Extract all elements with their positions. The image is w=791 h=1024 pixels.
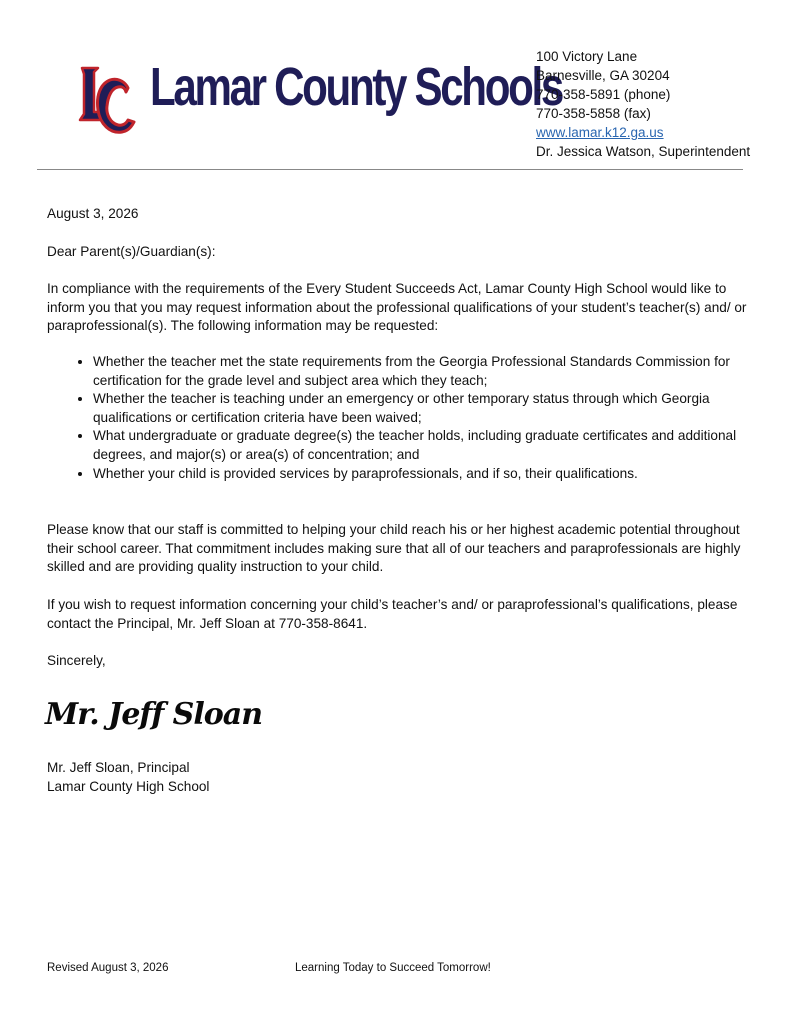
signer-block: [47, 758, 209, 796]
letter-date: August 3, 2026: [47, 206, 139, 221]
requestable-info-list: [47, 353, 747, 483]
phone-number: 770-358-5891 (phone): [536, 87, 671, 102]
header-divider: [37, 169, 743, 170]
letter-body: [47, 205, 747, 671]
school-logo: [76, 62, 136, 140]
closing: Sincerely,: [47, 653, 106, 669]
footer-motto: Learning Today to Succeed Tomorrow!: [295, 962, 491, 974]
list-item: • Whether the teacher is teaching under an emergency or other temporary status through which Georgia qualifications or certification criteria have been waived;: [93, 390, 747, 427]
signer-school: Lamar County High School: [47, 779, 210, 794]
handwritten-signature: Mr. Jeff Sloan: [45, 697, 263, 732]
website-link[interactable]: www.lamar.k12.ga.us: [536, 125, 664, 140]
footer-revised: Revised August 3, 2026: [47, 962, 169, 974]
paragraph-contact: If you wish to request information concerning your child’s teacher’s and/ or paraprofessional’s qualifications, please contact the Principal, Mr. Jeff Sloan at 770-358-8641.: [47, 596, 738, 631]
fax-number: 770-358-5858 (fax): [536, 106, 651, 121]
superintendent-name: Dr. Jessica Watson, Superintendent: [536, 144, 751, 159]
salutation: Dear Parent(s)/Guardian(s):: [47, 243, 216, 259]
list-item: • Whether your child is provided services by paraprofessionals, and if so, their qualifications.: [93, 465, 747, 484]
contact-block: [536, 47, 750, 161]
list-item: • Whether the teacher met the state requirements from the Georgia Professional Standards Commission for certification for the grade level and subject area which they teach;: [93, 353, 747, 390]
paragraph-intro: In compliance with the requirements of the Every Student Succeeds Act, Lamar County High School would like to inform you that you may request information about the professional qualifications of your student’s teacher(s) and/ or paraprofessional(s). The following information may be requested:: [47, 281, 747, 334]
paragraph-commitment: Please know that our staff is committed to helping your child reach his or her highest academic potential throughout their school career. That commitment includes making sure that all of our teachers and paraprofessionals are highly skilled and are providing quality instruction to your child.: [47, 522, 741, 575]
address-line1: 100 Victory Lane: [536, 49, 638, 64]
list-item: • What undergraduate or graduate degree(s) the teacher holds, including graduate certificates and additional degrees, and major(s) or area(s) of concentration; and: [93, 427, 747, 464]
signer-name: Mr. Jeff Sloan, Principal: [47, 760, 190, 775]
org-name: Lamar County Schools: [150, 57, 562, 117]
address-line2: Barnesville, GA 30204: [536, 68, 670, 83]
